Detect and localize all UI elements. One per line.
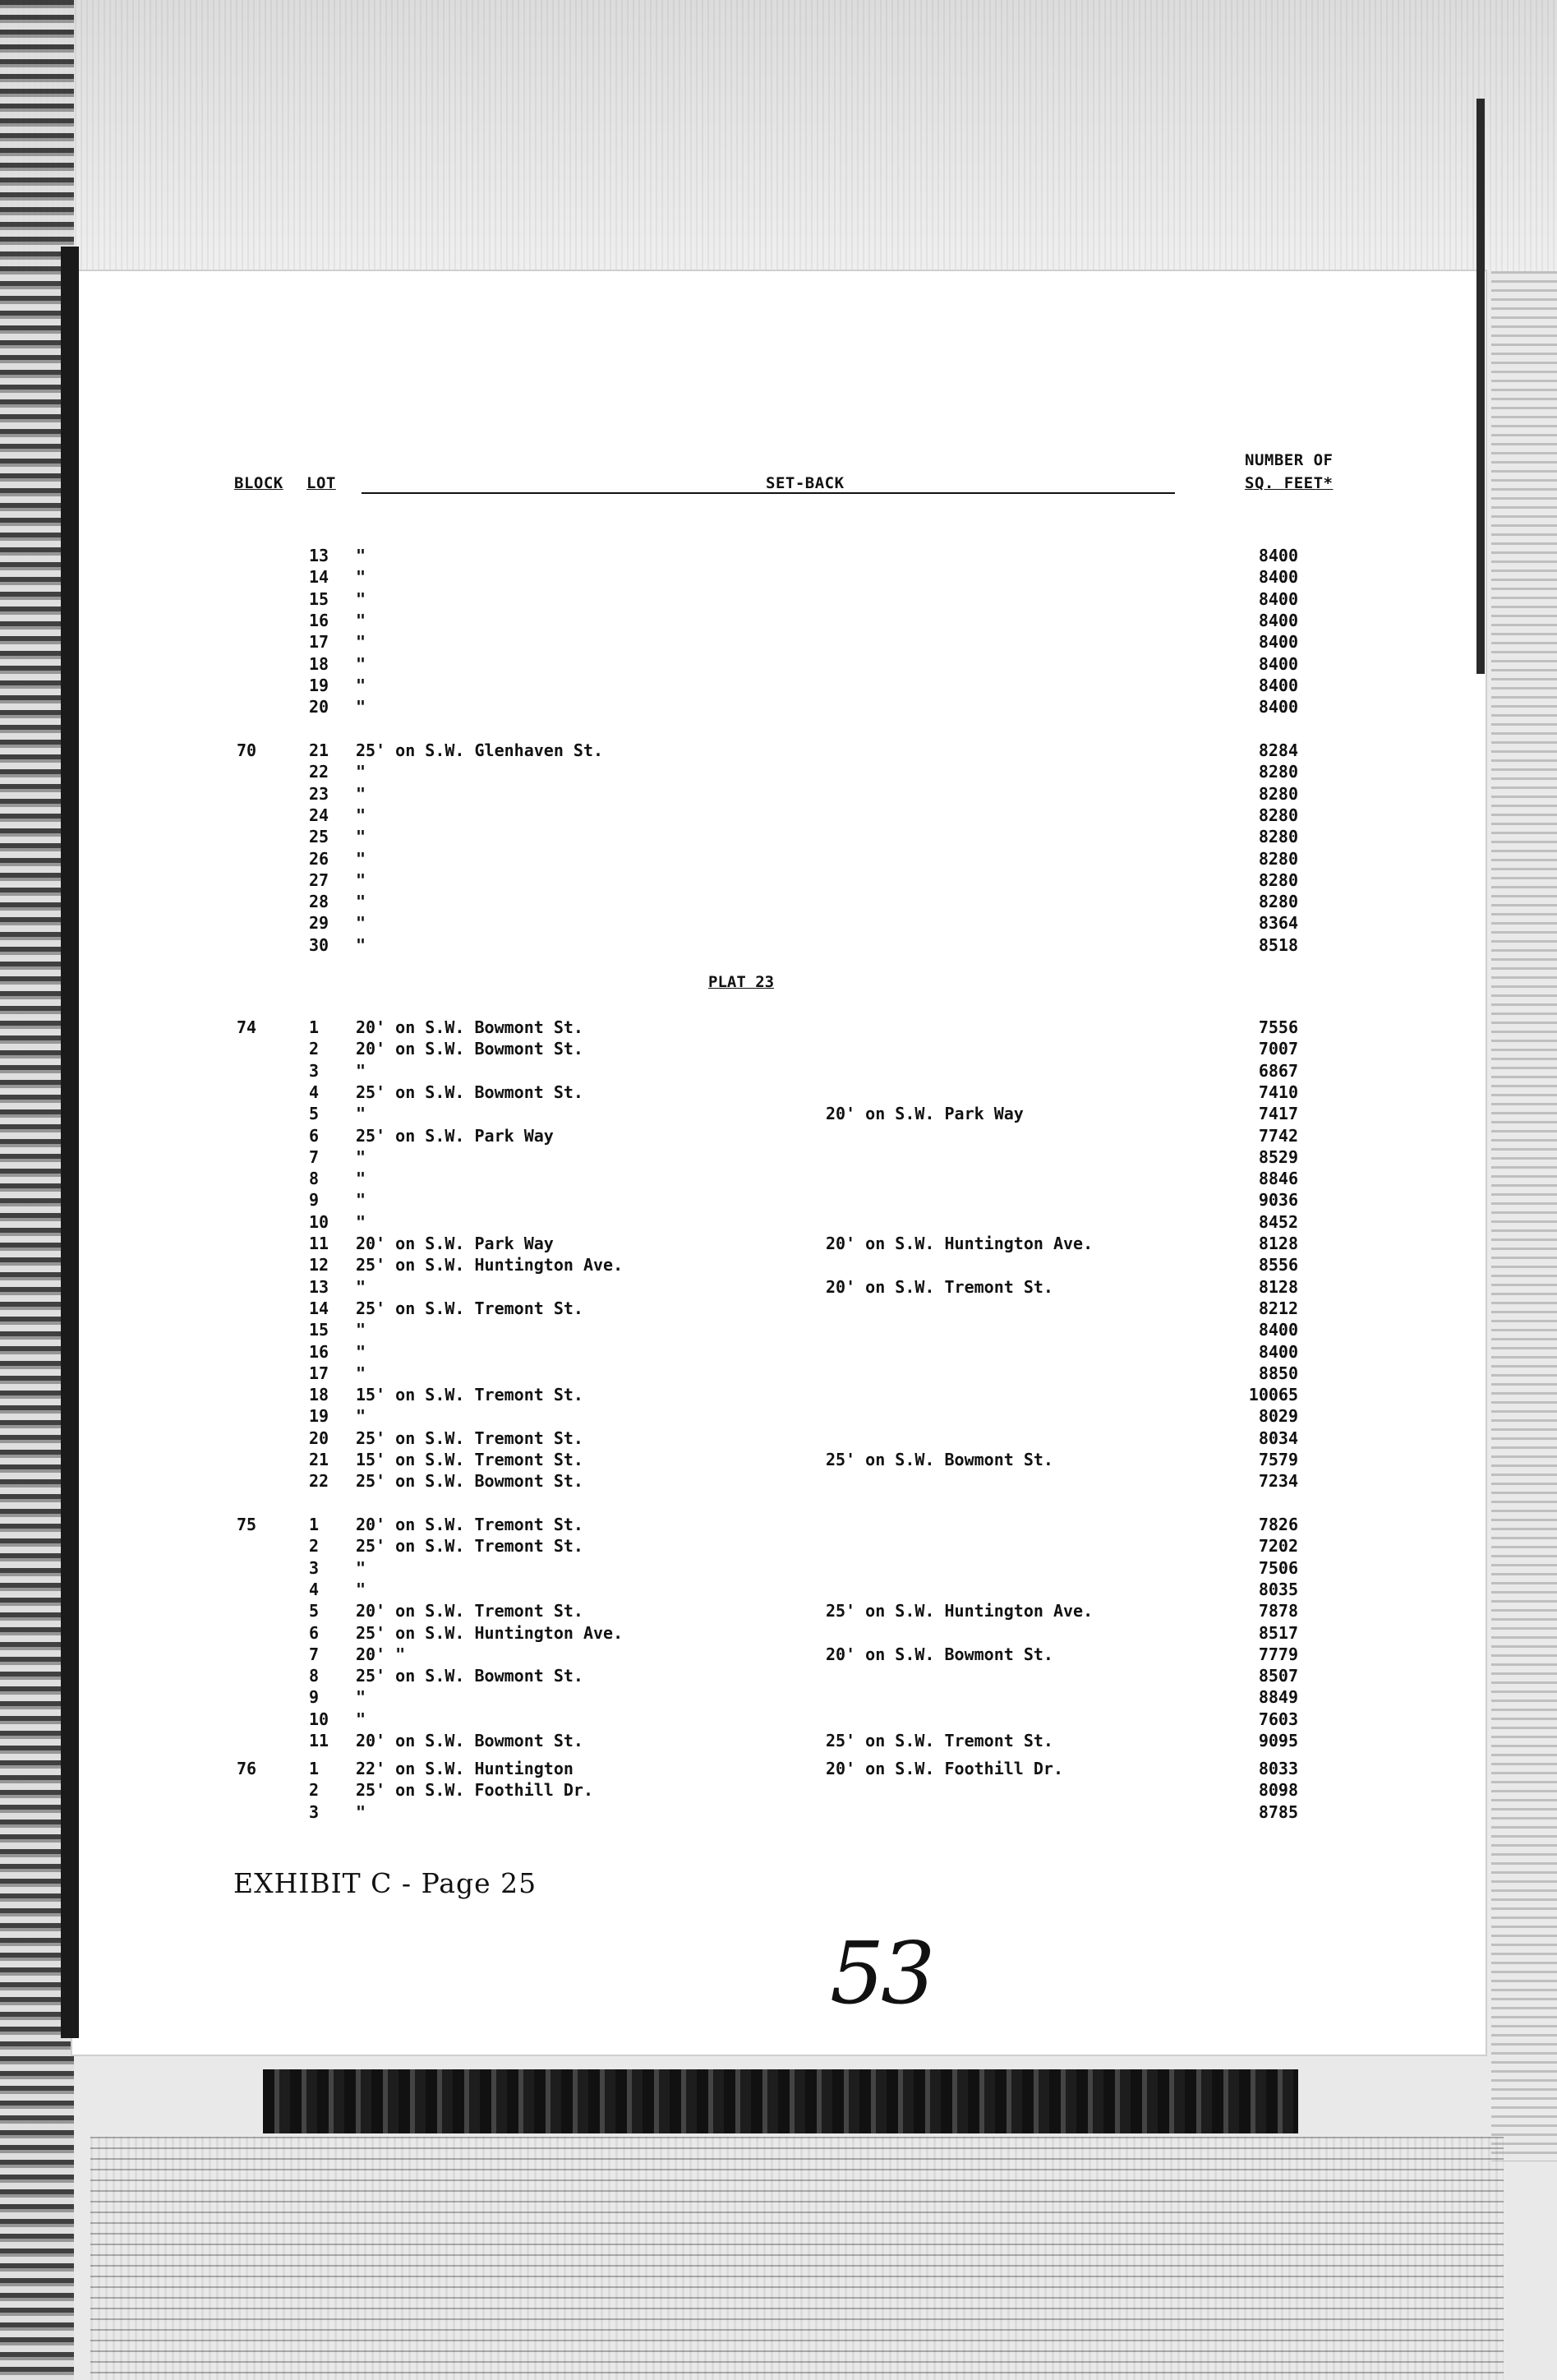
setback-cell: " [356,1211,366,1232]
setback-secondary-cell: 20' on S.W. Park Way [826,1104,1024,1124]
lot-cell: 13 [309,1276,329,1297]
lot-cell: 1 [309,1759,320,1778]
sq-feet-cell: 8400 [1258,675,1298,695]
lot-cell: 22 [309,1471,329,1492]
setback-cell: 20' on S.W. Tremont St. [356,1601,583,1621]
lot-cell: 3 [309,1801,320,1822]
lot-cell: 4 [309,1579,320,1599]
lot-cell: 25 [309,827,329,847]
lot-cell: 23 [309,783,329,804]
setback-secondary-cell: 20' on S.W. Tremont St. [826,1276,1053,1297]
exhibit-footer: EXHIBIT C - Page 25 [233,1867,537,1899]
table-row [0,1709,1557,1730]
table-row [0,1363,1557,1384]
setback-cell: 15' on S.W. Tremont St. [356,1450,583,1469]
sq-feet-cell: 8846 [1258,1169,1298,1189]
table-row [0,1038,1557,1059]
setback-cell: " [356,1190,366,1211]
setback-cell: " [356,934,366,955]
lot-cell: 17 [309,1363,329,1383]
sq-feet-cell: 8400 [1258,1320,1298,1340]
lot-cell: 17 [309,632,329,653]
setback-cell: 25' on S.W. Foothill Dr. [356,1780,593,1801]
lot-cell: 20 [309,1428,329,1448]
sq-feet-cell: 8400 [1258,632,1298,653]
handwritten-page-number: 53 [830,1923,933,2023]
sq-feet-cell: 8029 [1258,1406,1298,1427]
sq-feet-cell: 8212 [1258,1298,1298,1318]
lot-cell: 3 [309,1557,320,1578]
setback-cell: 20' on S.W. Bowmont St. [356,1039,583,1059]
lot-cell: 24 [309,805,329,825]
table-row [0,1125,1557,1146]
header-lot: LOT [306,474,336,492]
setback-cell: " [356,913,366,934]
lot-cell: 2 [309,1039,320,1059]
setback-secondary-cell: 25' on S.W. Tremont St. [826,1731,1053,1750]
sq-feet-cell: 8128 [1258,1234,1298,1253]
sq-feet-cell: 7506 [1258,1557,1298,1578]
table-row [0,1449,1557,1470]
sq-feet-cell: 7779 [1258,1644,1298,1664]
setback-cell: 25' on S.W. Tremont St. [356,1298,583,1318]
setback-cell: 22' on S.W. Huntington [356,1759,574,1778]
lot-cell: 19 [309,675,329,695]
setback-cell: " [356,1687,366,1708]
lot-cell: 13 [309,546,329,565]
table-row [0,1622,1557,1644]
setback-cell: 20' " [356,1644,406,1664]
table-row [0,783,1557,805]
setback-cell: " [356,1104,366,1124]
lot-cell: 7 [309,1644,320,1664]
lot-cell: 21 [309,740,329,760]
table-row [0,1758,1557,1779]
setback-cell: 25' on S.W. Tremont St. [356,1536,583,1557]
scan-border-top [0,0,1557,271]
setback-secondary-cell: 25' on S.W. Huntington Ave. [826,1601,1094,1621]
setback-cell: 25' on S.W. Tremont St. [356,1428,583,1448]
table-row [0,588,1557,610]
setback-cell: " [356,1406,366,1427]
sq-feet-cell: 8098 [1258,1780,1298,1801]
sq-feet-cell: 7417 [1258,1104,1298,1124]
table-row [0,740,1557,761]
sq-feet-cell: 8128 [1258,1276,1298,1297]
table-row [0,653,1557,675]
lot-cell: 11 [309,1731,329,1750]
table-row [0,1644,1557,1665]
setback-cell: " [356,653,366,674]
table-row [0,1428,1557,1449]
table-row [0,761,1557,782]
setback-secondary-cell: 20' on S.W. Bowmont St. [826,1644,1053,1664]
sq-feet-cell: 8280 [1258,892,1298,912]
sq-feet-cell: 7603 [1258,1709,1298,1729]
sq-feet-cell: 8850 [1258,1363,1298,1383]
sq-feet-cell: 8452 [1258,1211,1298,1232]
setback-cell: " [356,1363,366,1383]
scan-artifact-band [263,2069,1298,2133]
lot-cell: 22 [309,762,329,782]
table-row [0,912,1557,934]
lot-cell: 1 [309,1017,320,1037]
sq-feet-cell: 8785 [1258,1801,1298,1822]
sq-feet-cell: 8849 [1258,1687,1298,1708]
block-cell: 76 [237,1759,257,1778]
table-row [0,675,1557,696]
setback-cell: " [356,805,366,825]
setback-cell: 25' on S.W. Bowmont St. [356,1082,583,1102]
sq-feet-cell: 6867 [1258,1060,1298,1081]
lot-cell: 8 [309,1666,320,1686]
table-row [0,1017,1557,1038]
lot-cell: 10 [309,1709,329,1729]
table-row [0,1233,1557,1254]
sq-feet-cell: 8280 [1258,762,1298,782]
sq-feet-cell: 8400 [1258,546,1298,565]
table-row [0,826,1557,847]
lot-cell: 12 [309,1255,329,1275]
table-row [0,1319,1557,1340]
sq-feet-cell: 7826 [1258,1515,1298,1534]
table-row [0,869,1557,891]
plat-label: PLAT 23 [708,973,775,991]
table-row [0,696,1557,717]
table-row [0,1600,1557,1621]
table-row [0,848,1557,869]
sq-feet-cell: 10065 [1248,1385,1298,1405]
table-row [0,1384,1557,1405]
setback-cell: " [356,848,366,869]
header-setback-rule [362,492,1175,494]
setback-secondary-cell: 20' on S.W. Huntington Ave. [826,1234,1094,1253]
setback-cell: 25' on S.W. Glenhaven St. [356,740,604,760]
sq-feet-cell: 8280 [1258,848,1298,869]
setback-cell: 25' on S.W. Huntington Ave. [356,1255,624,1275]
header-setback: SET-BACK [766,474,845,492]
setback-cell: " [356,783,366,804]
block-cell: 74 [237,1017,257,1037]
setback-cell: 25' on S.W. Bowmont St. [356,1471,583,1492]
lot-cell: 16 [309,610,329,630]
sq-feet-cell: 9036 [1258,1190,1298,1211]
sq-feet-cell: 7202 [1258,1536,1298,1557]
lot-cell: 28 [309,892,329,912]
setback-cell: 25' on S.W. Bowmont St. [356,1666,583,1686]
lot-cell: 15 [309,588,329,609]
table-row [0,1060,1557,1082]
table-row [0,1168,1557,1189]
sq-feet-cell: 8280 [1258,805,1298,825]
lot-cell: 5 [309,1104,320,1124]
sq-feet-cell: 8400 [1258,567,1298,588]
sq-feet-cell: 8400 [1258,653,1298,674]
sq-feet-cell: 7234 [1258,1471,1298,1492]
table-row [0,1341,1557,1363]
setback-cell: " [356,869,366,890]
sq-feet-cell: 8529 [1258,1146,1298,1167]
lot-cell: 14 [309,1298,329,1318]
lot-cell: 3 [309,1060,320,1081]
lot-cell: 30 [309,934,329,955]
lot-cell: 16 [309,1341,329,1362]
setback-cell: 25' on S.W. Park Way [356,1125,554,1146]
setback-cell: 15' on S.W. Tremont St. [356,1385,583,1405]
table-row [0,891,1557,912]
table-row [0,1801,1557,1823]
sq-feet-cell: 8518 [1258,934,1298,955]
sq-feet-cell: 8364 [1258,913,1298,934]
setback-cell: " [356,1060,366,1081]
sq-feet-cell: 7742 [1258,1125,1298,1146]
sq-feet-cell: 8400 [1258,1341,1298,1362]
scan-artifact-noise [90,2137,1504,2380]
lot-cell: 6 [309,1125,320,1146]
setback-cell: 25' on S.W. Huntington Ave. [356,1622,624,1643]
sq-feet-cell: 9095 [1258,1731,1298,1750]
lot-cell: 2 [309,1536,320,1557]
table-row [0,1535,1557,1557]
setback-secondary-cell: 25' on S.W. Bowmont St. [826,1450,1053,1469]
header-sq-feet: SQ. FEET* [1245,474,1334,492]
lot-cell: 2 [309,1780,320,1801]
setback-cell: " [356,632,366,653]
lot-cell: 9 [309,1190,320,1211]
lot-cell: 15 [309,1320,329,1340]
table-row [0,1276,1557,1298]
setback-cell: " [356,567,366,588]
lot-cell: 7 [309,1146,320,1167]
lot-cell: 11 [309,1234,329,1253]
setback-cell: " [356,610,366,630]
lot-cell: 10 [309,1211,329,1232]
setback-cell: " [356,1801,366,1822]
table-row [0,1405,1557,1427]
setback-cell: 20' on S.W. Bowmont St. [356,1017,583,1037]
setback-cell: 20' on S.W. Bowmont St. [356,1731,583,1750]
table-row [0,1730,1557,1751]
setback-cell: " [356,697,366,717]
table-row [0,1211,1557,1233]
setback-cell: " [356,588,366,609]
setback-cell: " [356,546,366,565]
sq-feet-cell: 8556 [1258,1255,1298,1275]
sq-feet-cell: 8517 [1258,1622,1298,1643]
table-row [0,610,1557,631]
setback-cell: " [356,1146,366,1167]
setback-cell: " [356,762,366,782]
sq-feet-cell: 8400 [1258,697,1298,717]
header-number-of: NUMBER OF [1245,451,1334,469]
table-row [0,805,1557,826]
setback-cell: " [356,1557,366,1578]
setback-cell: " [356,1341,366,1362]
sq-feet-cell: 7007 [1258,1039,1298,1059]
setback-cell: " [356,892,366,912]
sq-feet-cell: 8035 [1258,1579,1298,1599]
lot-cell: 27 [309,869,329,890]
sq-feet-cell: 8507 [1258,1666,1298,1686]
table-row [0,1470,1557,1492]
sq-feet-cell: 8033 [1258,1759,1298,1778]
lot-cell: 26 [309,848,329,869]
lot-cell: 9 [309,1687,320,1708]
sq-feet-cell: 7556 [1258,1017,1298,1037]
table-row [0,1189,1557,1211]
block-cell: 75 [237,1515,257,1534]
sq-feet-cell: 8400 [1258,610,1298,630]
setback-cell: " [356,1709,366,1729]
sq-feet-cell: 8034 [1258,1428,1298,1448]
block-cell: 70 [237,740,257,760]
lot-cell: 20 [309,697,329,717]
lot-cell: 5 [309,1601,320,1621]
table-row [0,1514,1557,1535]
sq-feet-cell: 8280 [1258,827,1298,847]
setback-cell: " [356,1276,366,1297]
table-row [0,1779,1557,1801]
table-row [0,1557,1557,1579]
setback-cell: " [356,1320,366,1340]
lot-cell: 6 [309,1622,320,1643]
setback-cell: " [356,1169,366,1189]
table-row [0,1254,1557,1275]
sq-feet-cell: 8284 [1258,740,1298,760]
lot-cell: 21 [309,1450,329,1469]
sq-feet-cell: 8280 [1258,783,1298,804]
lot-cell: 19 [309,1406,329,1427]
table-row [0,934,1557,956]
lot-cell: 4 [309,1082,320,1102]
setback-cell: 20' on S.W. Tremont St. [356,1515,583,1534]
setback-cell: " [356,1579,366,1599]
table-row [0,631,1557,653]
table-row [0,1665,1557,1686]
table-row [0,1579,1557,1600]
sq-feet-cell: 8400 [1258,588,1298,609]
header-block: BLOCK [234,474,283,492]
setback-cell: " [356,675,366,695]
lot-cell: 18 [309,1385,329,1405]
lot-cell: 29 [309,913,329,934]
setback-secondary-cell: 20' on S.W. Foothill Dr. [826,1759,1063,1778]
lot-cell: 8 [309,1169,320,1189]
sq-feet-cell: 7410 [1258,1082,1298,1102]
sq-feet-cell: 7579 [1258,1450,1298,1469]
table-row [0,1082,1557,1103]
table-row [0,1686,1557,1708]
table-row [0,566,1557,588]
table-row [0,1103,1557,1124]
lot-cell: 14 [309,567,329,588]
lot-cell: 1 [309,1515,320,1534]
table-row [0,1298,1557,1319]
sq-feet-cell: 7878 [1258,1601,1298,1621]
table-row [0,1146,1557,1168]
setback-cell: 20' on S.W. Park Way [356,1234,554,1253]
setback-cell: " [356,827,366,847]
table-row [0,545,1557,566]
sq-feet-cell: 8280 [1258,869,1298,890]
lot-cell: 18 [309,653,329,674]
